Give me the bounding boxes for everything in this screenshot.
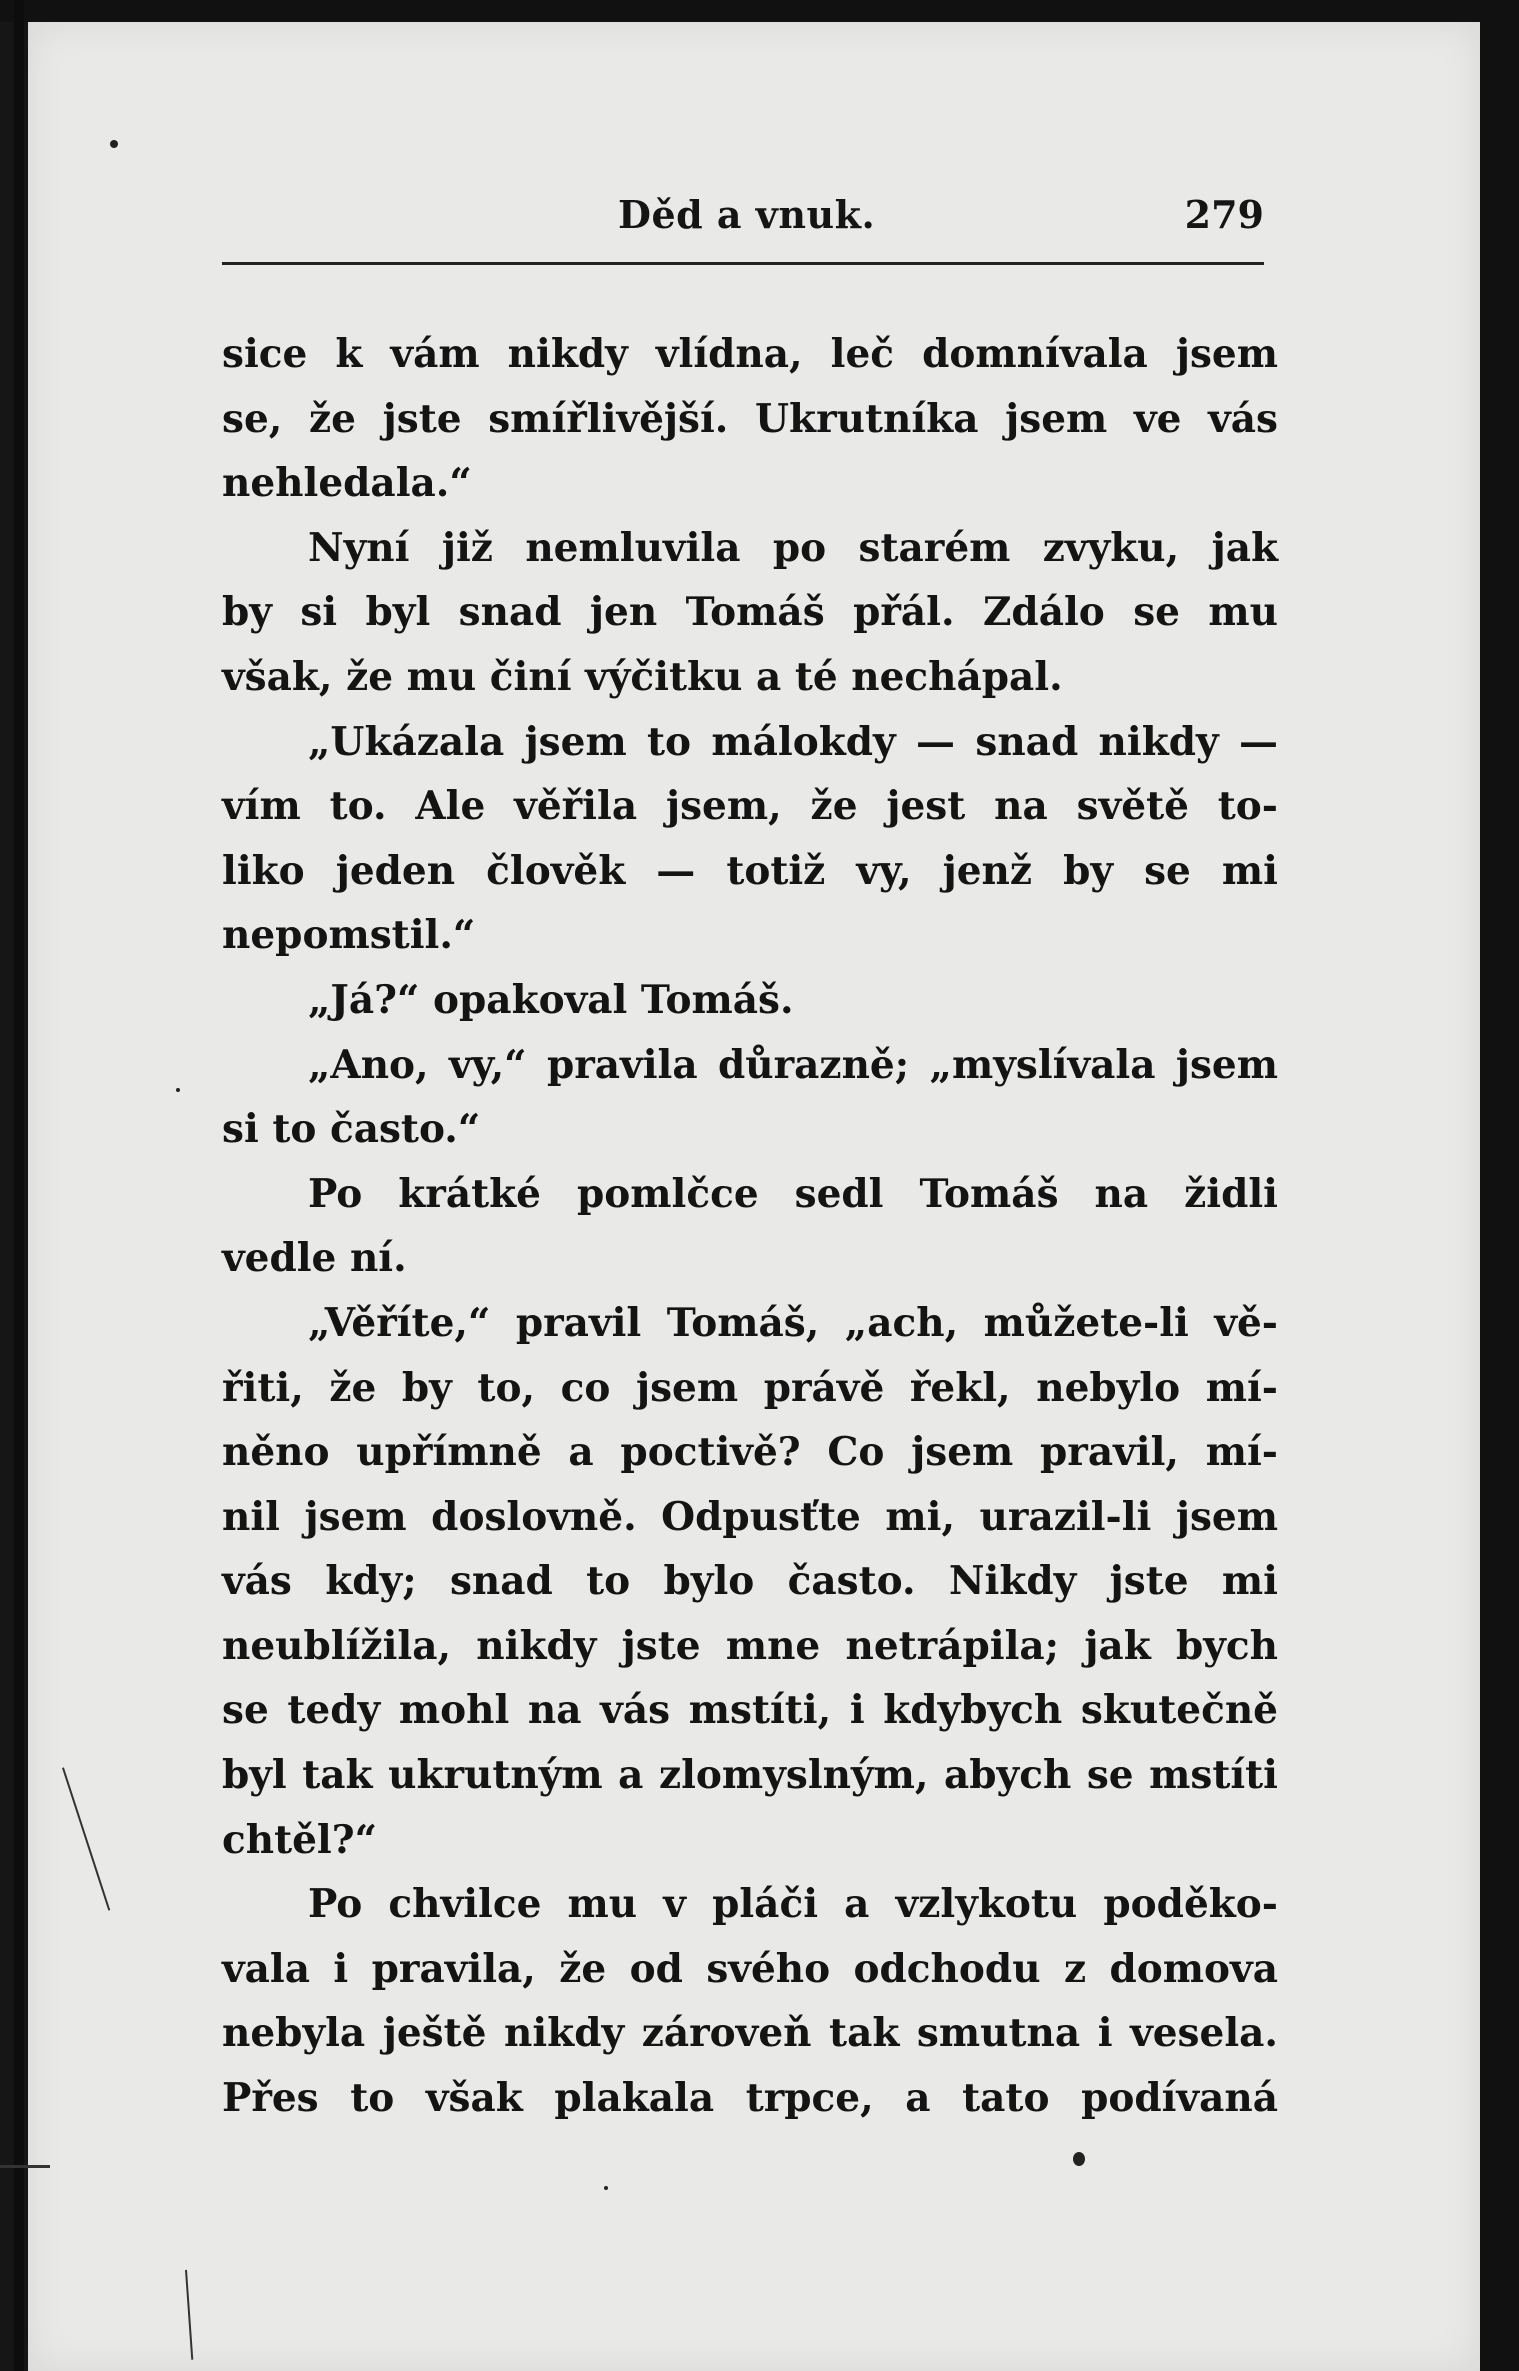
text-line: si to často.“ — [222, 1106, 481, 1153]
text-line: něno upřímně a poctivě? Co jsem pravil, mí- — [222, 1429, 1278, 1476]
text-line: nil jsem doslovně. Odpusťte mi, urazil-li jsem — [222, 1493, 1278, 1540]
text-line: Přes to však plakala trpce, a tato podívaná — [222, 2075, 1278, 2122]
text-line: Nyní již nemluvila po starém zvyku, jak — [308, 524, 1278, 571]
header-divider — [222, 262, 1264, 265]
text-line: „Ukázala jsem to málokdy — snad nikdy — — [308, 718, 1278, 765]
text-line: „Věříte,“ pravil Tomáš, „ach, můžete-li vě- — [308, 1299, 1278, 1346]
text-line: řiti, že by to, co jsem právě řekl, nebylo mí- — [222, 1364, 1278, 1411]
text-line: nebyla ještě nikdy zároveň tak smutna i vesela. — [222, 2010, 1278, 2057]
text-line: liko jeden člověk — totiž vy, jenž by se mi — [222, 847, 1278, 894]
text-line: se, že jste smířlivější. Ukrutníka jsem ve vás — [222, 395, 1278, 442]
text-line: „Ano, vy,“ pravila důrazně; „myslívala jsem — [308, 1041, 1278, 1088]
scan-left-border — [14, 0, 24, 2371]
text-line: vás kdy; snad to bylo často. Nikdy jste mi — [222, 1558, 1278, 1605]
text-line: se tedy mohl na vás mstíti, i kdybych skutečně — [222, 1687, 1278, 1734]
running-title: Děd a vnuk. — [618, 192, 876, 237]
text-line: „Já?“ opakoval Tomáš. — [308, 976, 794, 1023]
body-text — [222, 322, 1278, 2131]
text-line: Po chvilce mu v pláči a vzlykotu poděko- — [308, 1881, 1278, 1928]
text-line: byl tak ukrutným a zlomyslným, abych se mstíti — [222, 1752, 1278, 1799]
text-line: by si byl snad jen Tomáš přál. Zdálo se mu — [222, 589, 1278, 636]
scan-right-border — [1480, 0, 1519, 2371]
text-line: vím to. Ale věřila jsem, že jest na světě to- — [222, 783, 1278, 830]
text-line: však, že mu činí výčitku a té nechápal. — [222, 653, 1063, 700]
ink-speck — [604, 2186, 608, 2190]
text-line: vedle ní. — [222, 1235, 407, 1282]
ink-speck — [176, 1088, 180, 1092]
page-scratch — [0, 2165, 50, 2168]
ink-speck — [1073, 2152, 1085, 2166]
scan-top-border — [0, 0, 1519, 22]
page-header — [222, 192, 1264, 254]
text-line: Po krátké pomlčce sedl Tomáš na židli — [308, 1170, 1278, 1217]
text-line: chtěl?“ — [222, 1816, 378, 1863]
page-number: 279 — [1184, 192, 1264, 237]
ink-speck — [110, 140, 118, 148]
text-line: nehledala.“ — [222, 460, 472, 507]
text-line: vala i pravila, že od svého odchodu z domova — [222, 1945, 1278, 1992]
text-line: neublížila, nikdy jste mne netrápila; jak bych — [222, 1622, 1278, 1669]
text-line: sice k vám nikdy vlídna, leč domnívala jsem — [222, 331, 1278, 377]
text-line: nepomstil.“ — [222, 912, 476, 959]
